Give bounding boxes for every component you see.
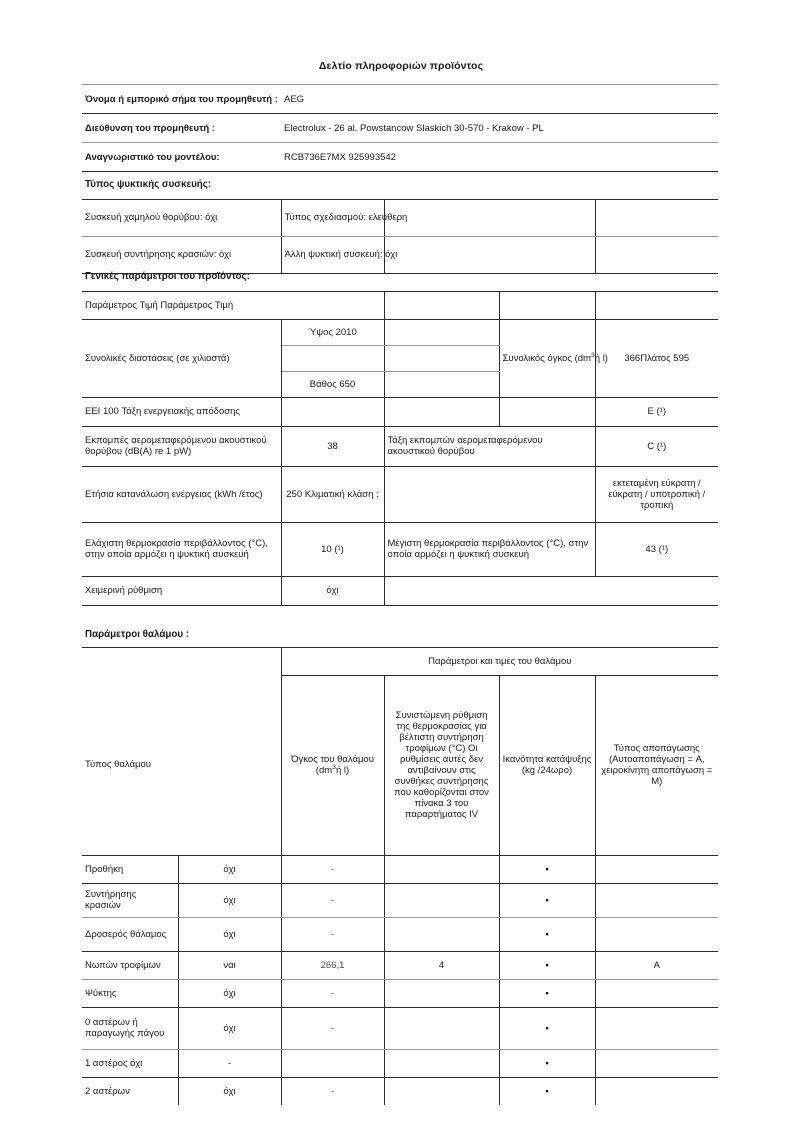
appliance-type-section-header [82, 171, 718, 199]
header-spacer-c [595, 291, 718, 319]
compartment-defrost-type [595, 1007, 718, 1049]
width-value [281, 345, 384, 371]
compartment-group-header-row [82, 647, 718, 675]
general-parameters-title: Γενικές παράμετροι του προϊόντος: [82, 263, 718, 291]
climate-class-spacer [384, 466, 595, 522]
compartment-group-header-spacer [82, 647, 281, 675]
compartment-volume: - [281, 917, 384, 951]
table-row-eei [82, 397, 718, 426]
table-row [82, 855, 718, 883]
compartment-volume [281, 1049, 384, 1077]
compartment-type: Νωπών τροφίμων [82, 951, 178, 979]
compartment-parameters-title: Παράμετροι θαλάμου : [82, 622, 718, 647]
compartment-temperature [384, 979, 499, 1007]
min-temperature-label: Ελάχιστη θερμοκρασία περιβάλλοντος (°C), στην οποία αρμόζει η ψυκτική συσκευή [82, 522, 281, 576]
spacer-cell-b [595, 199, 718, 236]
compartment-temperature [384, 1049, 499, 1077]
supplier-address-value: Electrolux - 26 al. Powstancow Slaskich 30-570 - Krakow - PL [281, 114, 718, 143]
total-volume-exponent: 3 [590, 351, 595, 359]
total-volume-label-text: Συνολικός όγκος (dm [502, 352, 591, 364]
compartment-type: Ψύκτης [82, 979, 178, 1007]
table-row [82, 917, 718, 951]
compartment-present: όχι [178, 855, 281, 883]
total-volume-label [499, 319, 608, 397]
noise-emissions-value: 38 [281, 426, 384, 466]
eei-spacer-c [499, 397, 595, 426]
compartment-present: όχι [178, 1007, 281, 1049]
noise-emissions-label: Εκπομπές αερομεταφερόμενου ακουστικού θορύβου (dB(A) re 1 pW) [82, 426, 281, 466]
compartment-temperature [384, 917, 499, 951]
other-appliance-cell: Άλλη ψυκτική συσκευή: όχι [281, 236, 384, 273]
column-header-temperature-setting: Συνιστώμενη ρύθμιση της θερμοκρασίας για βέλτιστη συντήρηση τροφίμων (°C) Οι ρυθμίσεις αυτές δεν αντιβαίνουν στις συνθήκες συντήρησης που καθορίζονται στον πίνακα 3 του παραρτήματος IV [384, 675, 499, 855]
compartment-column-headers [82, 675, 718, 855]
table-row [82, 883, 718, 917]
header-spacer-a [384, 291, 499, 319]
page-title: Δελτίο πληροφοριών προϊόντος [318, 60, 484, 72]
supplier-address-label: Διεύθυνση του προμηθευτή : [82, 114, 281, 143]
compartment-temperature [384, 1077, 499, 1105]
column-header-volume-text: Όγκος του θαλάμου (dm [291, 754, 374, 776]
compartment-parameters-table [82, 622, 718, 1105]
compartment-present: - [178, 1049, 281, 1077]
table-row [82, 1049, 718, 1077]
height-value: Ύψος 2010 [281, 319, 384, 345]
general-section-header [82, 263, 718, 291]
total-volume-value: 366Πλάτος 595 [595, 319, 718, 397]
compartment-present: όχι [178, 979, 281, 1007]
low-noise-cell: Συσκευή χαμηλού θορύβου: όχι [82, 199, 281, 236]
eei-spacer-a [281, 397, 384, 426]
header-spacer-b [499, 291, 595, 319]
compartment-volume: - [281, 1077, 384, 1105]
compartment-volume: - [281, 1007, 384, 1049]
table-row-height [82, 319, 718, 345]
winter-spacer-a [384, 576, 499, 605]
table-row-winter-setting [82, 576, 718, 605]
compartment-present: ναι [178, 951, 281, 979]
appliance-type-title: Τύπος ψυκτικής συσκευής: [82, 171, 718, 199]
table-row-noise [82, 426, 718, 466]
annual-energy-label: Ετήσια κατανάλωση ενέργειας (kWh /έτος) [82, 466, 281, 522]
eei-spacer-b [384, 397, 499, 426]
compartment-present: όχι [178, 883, 281, 917]
compartment-type: Δροσερός θάλαμος [82, 917, 178, 951]
supplier-table [82, 84, 718, 172]
table-row [82, 951, 718, 979]
table-row-low-noise [82, 199, 718, 236]
compartment-defrost-type [595, 917, 718, 951]
compartment-freezing-capacity: ▪ [499, 951, 595, 979]
table-row-supplier-address [82, 114, 718, 143]
appliance-type-table [82, 171, 718, 274]
table-row [82, 1007, 718, 1049]
compartment-freezing-capacity: ▪ [499, 883, 595, 917]
eei-label: EEI 100 Τάξη ενεργειακής απόδοσης [82, 397, 281, 426]
spacer-cell-a [384, 199, 595, 236]
noise-class-value: C (¹) [595, 426, 718, 466]
table-row [82, 1077, 718, 1105]
compartment-defrost-type [595, 855, 718, 883]
model-label: Αναγνωριστικό του μοντέλου: [82, 143, 281, 172]
compartment-type: Προθήκη [82, 855, 178, 883]
compartment-volume: 266,1 [281, 951, 384, 979]
column-header-volume [281, 675, 384, 855]
table-row-temperatures [82, 522, 718, 576]
compartment-defrost-type [595, 979, 718, 1007]
noise-class-label: Τάξη εκπομπών αερομεταφερόμενου ακουστικού θορύβου [384, 426, 595, 466]
min-temperature-value: 10 (¹) [281, 522, 384, 576]
eei-class-value: E (¹) [595, 397, 718, 426]
supplier-name-label: Όνομα ή εμπορικό σήμα του προμηθευτή : [82, 85, 281, 114]
compartment-freezing-capacity: ▪ [499, 917, 595, 951]
compartment-present: όχι [178, 917, 281, 951]
column-header-freezing-capacity: Ικανότητα κατάψυξης (kg /24ωρο) [499, 675, 595, 855]
annual-energy-value: 250 Κλιματική κλάση : [281, 466, 384, 522]
compartment-temperature [384, 883, 499, 917]
compartment-temperature: 4 [384, 951, 499, 979]
height-spacer [384, 319, 499, 345]
table-row-energy [82, 466, 718, 522]
width-spacer [384, 345, 499, 371]
compartment-freezing-capacity: ▪ [499, 855, 595, 883]
model-value: RCB736E7MX 925993542 [281, 143, 718, 172]
column-header-defrost-type: Τύπος αποπάγωσης (Αυτοαποπάγωση = A, χειροκίνητη αποπάγωση = M) [595, 675, 718, 855]
winter-setting-value: όχι [281, 576, 384, 605]
compartment-rows-body [82, 855, 718, 1105]
compartment-freezing-capacity: ▪ [499, 1007, 595, 1049]
compartment-type: Συντήρησης κρασιών [82, 883, 178, 917]
parameter-value-header: Παράμετρος Τιμή Παράμετρος Τιμή [82, 291, 384, 319]
depth-spacer [384, 371, 499, 397]
compartment-type: 1 αστέρος όχι [82, 1049, 178, 1077]
compartment-defrost-type [595, 1049, 718, 1077]
supplier-name-value: AEG [281, 85, 718, 114]
winter-spacer-c [595, 576, 718, 605]
column-header-volume-tail: ή l) [335, 765, 350, 776]
compartment-type: 0 αστέρων ή παραγωγής πάγου [82, 1007, 178, 1049]
column-header-volume-exponent: 3 [332, 763, 336, 771]
depth-value: Βάθος 650 [281, 371, 384, 397]
compartment-defrost-type [595, 883, 718, 917]
design-type-cell: Τύπος σχεδιασμού: ελεύθερη [281, 199, 384, 236]
compartment-temperature [384, 855, 499, 883]
compartment-volume: - [281, 883, 384, 917]
compartment-group-header: Παράμετροι και τιμές του θαλάμου [281, 647, 718, 675]
table-row-supplier-name [82, 85, 718, 114]
overall-dimensions-label: Συνολικές διαστάσεις (σε χιλιοστά) [82, 319, 281, 397]
compartment-section-header [82, 622, 718, 647]
table-row-parameter-header [82, 291, 718, 319]
column-header-type: Τύπος θαλάμου [82, 675, 281, 855]
compartment-defrost-type [595, 1077, 718, 1105]
general-parameters-table [82, 263, 718, 606]
table-row [82, 979, 718, 1007]
compartment-present: όχι [178, 1077, 281, 1105]
climate-class-value: εκτεταμένη εύκρατη / εύκρατη / υποτροπική / τροπική [595, 466, 718, 522]
compartment-temperature [384, 1007, 499, 1049]
total-volume-label-tail: ή l) [594, 352, 608, 364]
compartment-freezing-capacity: ▪ [499, 1077, 595, 1105]
winter-setting-label: Χειμερινή ρύθμιση [82, 576, 281, 605]
compartment-freezing-capacity: ▪ [499, 1049, 595, 1077]
max-temperature-label: Μέγιστη θερμοκρασία περιβάλλοντος (°C), στην οποία αρμόζει η ψυκτική συσκευή [384, 522, 595, 576]
wine-appliance-cell: Συσκευή συντήρησης κρασιών: όχι [82, 236, 281, 273]
compartment-freezing-capacity: ▪ [499, 979, 595, 1007]
compartment-volume: - [281, 979, 384, 1007]
compartment-volume: - [281, 855, 384, 883]
compartment-type: 2 αστέρων [82, 1077, 178, 1105]
max-temperature-value: 43 (¹) [595, 522, 718, 576]
table-row-model [82, 143, 718, 172]
compartment-defrost-type: A [595, 951, 718, 979]
winter-spacer-b [499, 576, 595, 605]
